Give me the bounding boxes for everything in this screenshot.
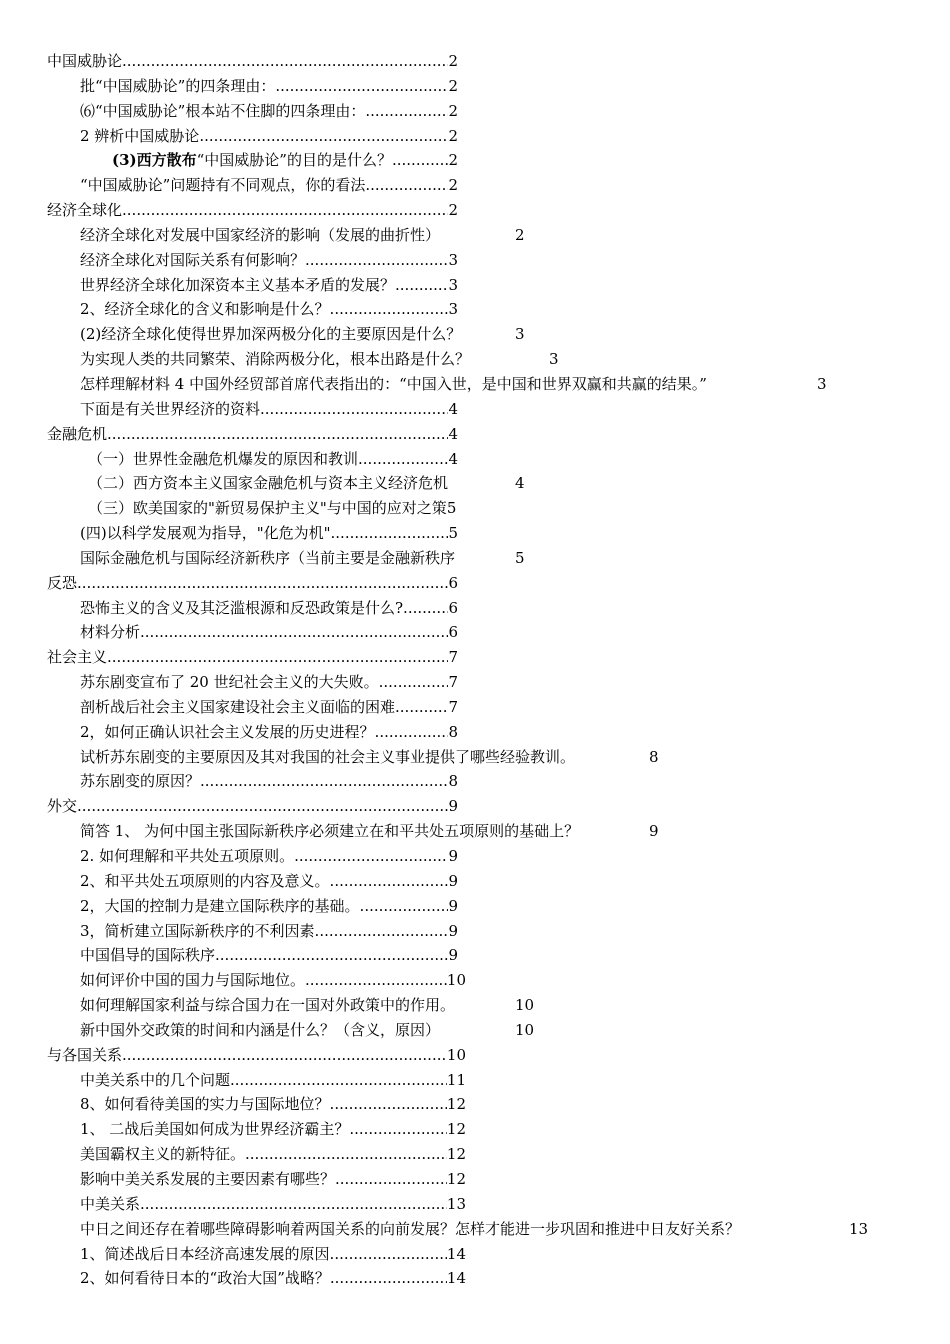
- toc-entry-title: 外交: [47, 797, 78, 816]
- toc-entry-page-number: 3: [817, 374, 827, 393]
- dot-leader: [200, 769, 448, 794]
- toc-entry[interactable]: [0, 546, 950, 571]
- dot-leader: [395, 273, 448, 298]
- dot-leader: [107, 645, 448, 670]
- dot-leader: [260, 397, 448, 422]
- toc-entry-line: [80, 894, 458, 919]
- toc-entry[interactable]: [0, 471, 950, 496]
- toc-entry-page-number: 6: [448, 623, 458, 642]
- toc-entry-line: [80, 1242, 466, 1267]
- toc-entry-line: [80, 968, 466, 993]
- dot-leader: [107, 422, 448, 447]
- dot-leader: [330, 869, 449, 894]
- toc-entry-page-number: 2: [448, 151, 458, 170]
- toc-entry[interactable]: [0, 993, 950, 1018]
- toc-entry-page-number: 9: [448, 921, 458, 940]
- toc-entry-line: [47, 422, 458, 447]
- toc-entry-title: 与各国关系: [47, 1045, 123, 1064]
- toc-entry-line: [80, 670, 458, 695]
- toc-entry-line: [80, 919, 458, 944]
- dot-leader: [122, 1043, 447, 1068]
- toc-entry-page-number: 7: [448, 648, 458, 667]
- toc-entry-page-number: 4: [448, 399, 458, 418]
- toc-entry-line: [47, 49, 458, 74]
- toc-entry-title: （一）世界性金融危机爆发的原因和教训: [88, 449, 359, 468]
- toc-entry-page-number: 9: [649, 822, 659, 841]
- toc-entry-title: 3，简析建立国际新秩序的不利因素: [80, 921, 315, 940]
- toc-entry[interactable]: [0, 223, 950, 248]
- dot-leader: [294, 844, 448, 869]
- toc-entry-line: [80, 844, 458, 869]
- toc-entry-page-number: 4: [448, 449, 458, 468]
- toc-entry[interactable]: [0, 1217, 950, 1242]
- toc-entry[interactable]: [0, 720, 950, 745]
- toc-entry[interactable]: [0, 571, 950, 596]
- toc-entry-page-number: 14: [446, 1244, 466, 1263]
- toc-entry-line: [47, 198, 458, 223]
- toc-entry[interactable]: [0, 496, 950, 521]
- toc-entry-page-number: 8: [649, 747, 659, 766]
- toc-entry-title: 2、和平共处五项原则的内容及意义。: [80, 871, 330, 890]
- toc-entry-title: 经济全球化对发展中国家经济的影响（发展的曲折性）: [80, 225, 441, 244]
- toc-entry-line: [80, 397, 458, 422]
- toc-entry-line: [112, 148, 458, 173]
- toc-entry-page-number: 7: [448, 673, 458, 692]
- toc-entry-page-number: 10: [446, 971, 466, 990]
- dot-leader: [330, 1242, 447, 1267]
- toc-entry-title: 2、如何看待日本的“政治大国”战略？: [80, 1269, 330, 1288]
- toc-entry-title: 恐怖主义的含义及其泛滥根源和反恐政策是什么?: [80, 598, 404, 617]
- toc-entry[interactable]: [0, 769, 950, 794]
- toc-entry[interactable]: [0, 521, 950, 546]
- toc-entry-title: 下面是有关世界经济的资料: [80, 399, 261, 418]
- toc-entry-page-number: 9: [448, 871, 458, 890]
- toc-entry[interactable]: [0, 422, 950, 447]
- toc-entry-line: [47, 794, 458, 819]
- toc-entry-line: [47, 571, 458, 596]
- toc-entry-title: 反恐: [47, 573, 78, 592]
- toc-entry[interactable]: [0, 695, 950, 720]
- toc-entry-title: （三）欧美国家的"新贸易保护主义"与中国的应对之策: [88, 499, 447, 518]
- toc-entry-title: (四)以科学发展观为指导，"化危为机": [80, 524, 331, 543]
- toc-entry-page-number: 3: [448, 250, 458, 269]
- dot-leader: [305, 248, 448, 273]
- dot-leader: [360, 894, 449, 919]
- toc-entry-line: [80, 1018, 440, 1043]
- toc-entry-title: 中国倡导的国际秩序: [80, 946, 216, 965]
- toc-entry-page-number: 2: [448, 176, 458, 195]
- toc-entry-line: [80, 993, 455, 1018]
- toc-entry-line: [80, 695, 458, 720]
- toc-entry-page-number: 2: [448, 76, 458, 95]
- toc-entry-title: 简答 1、 为何中国主张国际新秩序必须建立在和平共处五项原则的基础上？: [80, 822, 580, 841]
- toc-entry-title: 国际金融危机与国际经济新秩序（当前主要是金融新秩序: [80, 548, 456, 567]
- toc-entry[interactable]: [0, 148, 950, 173]
- toc-entry[interactable]: [0, 620, 950, 645]
- toc-entry-title: (3)西方散布“中国威胁论”的目的是什么？: [112, 151, 392, 170]
- toc-entry[interactable]: [0, 968, 950, 993]
- toc-entry-title: 世界经济全球化加深资本主义基本矛盾的发展？: [80, 275, 396, 294]
- toc-entry[interactable]: [0, 397, 950, 422]
- toc-entry-line: [80, 943, 458, 968]
- toc-entry-line: [88, 496, 456, 521]
- toc-entry-title: 金融危机: [47, 424, 108, 443]
- toc-entry[interactable]: [0, 99, 950, 124]
- toc-entry-title: 1、简述战后日本经济高速发展的原因: [80, 1244, 330, 1263]
- toc-entry[interactable]: [0, 1242, 950, 1267]
- toc-entry-page-number: 5: [446, 499, 457, 518]
- toc-entry-page-number: 12: [446, 1145, 466, 1164]
- toc-entry-line: [80, 74, 458, 99]
- toc-entry-page-number: 11: [446, 1070, 466, 1089]
- toc-entry-line: [80, 745, 575, 770]
- toc-entry[interactable]: [0, 596, 950, 621]
- toc-entry-title: 材料分析: [80, 623, 141, 642]
- toc-entry[interactable]: [0, 248, 950, 273]
- dot-leader: [365, 173, 448, 198]
- toc-entry-title: 苏东剧变的原因？: [80, 772, 201, 791]
- toc-entry[interactable]: [0, 1266, 950, 1291]
- toc-entry-page-number: 3: [448, 275, 458, 294]
- toc-entry-title: 2 辨析中国威胁论: [80, 126, 200, 145]
- toc-entry-title: 美国霸权主义的新特征。: [80, 1145, 246, 1164]
- toc-entry-line: [80, 322, 461, 347]
- toc-entry-line: [80, 1192, 466, 1217]
- dot-leader: [230, 1068, 447, 1093]
- toc-entry[interactable]: [0, 794, 950, 819]
- toc-entry-title: 苏东剧变宣布了 20 世纪社会主义的大失败。: [80, 673, 379, 692]
- toc-entry-title: (2)经济全球化使得世界加深两极分化的主要原因是什么？: [80, 325, 462, 344]
- toc-entry-line: [80, 720, 458, 745]
- table-of-contents: [0, 49, 950, 1291]
- toc-entry-line: [80, 297, 458, 322]
- toc-entry-line: [80, 819, 579, 844]
- toc-entry-page-number: 2: [448, 52, 458, 70]
- toc-entry-title: 经济全球化: [47, 201, 123, 220]
- toc-entry-page-number: 9: [448, 797, 458, 816]
- toc-entry[interactable]: [0, 1142, 950, 1167]
- toc-entry-title: 剖析战后社会主义国家建设社会主义面临的困难: [80, 697, 396, 716]
- toc-entry-line: [88, 471, 448, 496]
- toc-entry-page-number: 3: [515, 325, 525, 344]
- toc-entry-title: 如何评价中国的国力与国际地位。: [80, 971, 306, 990]
- dot-leader: [403, 596, 448, 621]
- toc-entry[interactable]: [0, 745, 950, 770]
- toc-entry[interactable]: [0, 297, 950, 322]
- toc-entry[interactable]: [0, 322, 950, 347]
- toc-entry-line: [80, 223, 440, 248]
- toc-entry-page-number: 5: [515, 548, 525, 567]
- toc-entry[interactable]: [0, 1167, 950, 1192]
- toc-entry[interactable]: [0, 1117, 950, 1142]
- toc-entry[interactable]: [0, 74, 950, 99]
- toc-entry[interactable]: [0, 645, 950, 670]
- dot-leader: [392, 148, 448, 173]
- toc-entry-title: 1、 二战后美国如何成为世界经济霸主？: [80, 1120, 350, 1139]
- dot-leader: [331, 521, 449, 546]
- toc-entry-page-number: 12: [446, 1095, 466, 1114]
- toc-entry[interactable]: [0, 49, 950, 74]
- toc-entry-title: 试析苏东剧变的主要原因及其对我国的社会主义事业提供了哪些经验教训。: [80, 747, 576, 766]
- dot-leader: [330, 1266, 447, 1291]
- toc-entry-page-number: 6: [448, 598, 458, 617]
- toc-entry-page-number: 5: [448, 524, 458, 543]
- toc-entry-line: [80, 273, 458, 298]
- toc-entry-line: [80, 248, 458, 273]
- toc-entry-page-number: 10: [446, 1045, 466, 1064]
- toc-entry[interactable]: [0, 670, 950, 695]
- toc-entry[interactable]: [0, 198, 950, 223]
- toc-entry-page-number: 9: [448, 847, 458, 865]
- toc-entry[interactable]: [0, 347, 950, 372]
- toc-entry-line: [80, 596, 458, 621]
- toc-entry-title: 为实现人类的共同繁荣、消除两极分化，根本出路是什么？: [80, 350, 471, 369]
- toc-entry[interactable]: [0, 869, 950, 894]
- toc-entry-line: [80, 1142, 466, 1167]
- dot-leader: [379, 670, 449, 695]
- toc-entry-line: [80, 620, 458, 645]
- toc-entry[interactable]: [0, 447, 950, 472]
- toc-entry-page-number: 2: [448, 101, 458, 120]
- dot-leader: [365, 99, 448, 124]
- toc-entry-line: [80, 1117, 466, 1142]
- toc-entry[interactable]: [0, 1092, 950, 1117]
- toc-entry-page-number: 13: [446, 1194, 466, 1213]
- toc-entry-line: [80, 869, 458, 894]
- dot-leader: [199, 124, 448, 149]
- toc-entry-title: 2，大国的控制力是建立国际秩序的基础。: [80, 896, 360, 915]
- dot-leader: [349, 1117, 447, 1142]
- toc-entry-title: 2，如何正确认识社会主义发展的历史进程？: [80, 722, 375, 741]
- toc-entry[interactable]: [0, 919, 950, 944]
- dot-leader: [275, 74, 448, 99]
- toc-entry-title: （二）西方资本主义国家金融危机与资本主义经济危机: [88, 474, 449, 493]
- toc-entry-title: 如何理解国家利益与综合国力在一国对外政策中的作用。: [80, 996, 456, 1015]
- dot-leader: [77, 571, 448, 596]
- toc-entry-line: [80, 1092, 466, 1117]
- toc-entry-title: 2. 如何理解和平共处五项原则。: [80, 847, 295, 865]
- dot-leader: [122, 49, 448, 74]
- toc-entry-title: 怎样理解材料 4 中国外经贸部首席代表指出的：“中国入世，是中国和世界双赢和共赢的结果。”: [80, 374, 707, 393]
- toc-entry-page-number: 13: [849, 1219, 869, 1238]
- dot-leader: [330, 297, 449, 322]
- toc-entry-page-number: 10: [515, 996, 535, 1015]
- toc-entry[interactable]: [0, 844, 950, 869]
- toc-entry[interactable]: [0, 943, 950, 968]
- toc-entry[interactable]: [0, 1192, 950, 1217]
- dot-leader: [77, 794, 448, 819]
- toc-entry-line: [80, 173, 458, 198]
- dot-leader: [358, 447, 448, 472]
- dot-leader: [375, 720, 449, 745]
- dot-leader: [245, 1142, 447, 1167]
- toc-entry-line: [80, 1167, 466, 1192]
- toc-entry-title: 中日之间还存在着哪些障碍影响着两国关系的向前发展？怎样才能进一步巩固和推进中日友好关系？: [80, 1219, 741, 1238]
- toc-entry-page-number: 2: [515, 225, 525, 244]
- toc-entry-title: “中国威胁论”问题持有不同观点，你的看法: [80, 176, 366, 195]
- toc-entry-page-number: 4: [448, 424, 458, 443]
- toc-entry[interactable]: [0, 173, 950, 198]
- toc-entry-page-number: 12: [446, 1120, 466, 1139]
- toc-entry-page-number: 9: [448, 896, 458, 915]
- toc-entry-page-number: 12: [446, 1169, 466, 1188]
- toc-entry-page-number: 3: [448, 300, 458, 319]
- toc-entry-title: 中美关系: [80, 1194, 141, 1213]
- toc-entry-line: [80, 1217, 740, 1242]
- dot-leader: [140, 1192, 447, 1217]
- toc-entry-page-number: 10: [515, 1020, 535, 1039]
- toc-entry-title: 中国威胁论: [47, 52, 123, 70]
- toc-entry-line: [80, 124, 458, 149]
- toc-entry-title: 经济全球化对国际关系有何影响？: [80, 250, 306, 269]
- toc-entry-page-number: 14: [446, 1269, 466, 1288]
- toc-entry-line: [80, 769, 458, 794]
- toc-entry-line: [80, 546, 455, 571]
- dot-leader: [140, 620, 448, 645]
- toc-entry[interactable]: [0, 819, 950, 844]
- toc-entry-page-number: 2: [448, 126, 458, 145]
- toc-entry-page-number: 3: [549, 350, 559, 369]
- toc-entry-line: [80, 347, 470, 372]
- dot-leader: [122, 198, 448, 223]
- toc-entry-title: 影响中美关系发展的主要因素有哪些？: [80, 1169, 336, 1188]
- toc-entry-page-number: 8: [448, 772, 458, 791]
- toc-entry-line: [80, 99, 458, 124]
- toc-entry-line: [80, 521, 458, 546]
- toc-entry-line: [47, 645, 458, 670]
- toc-entry-line: [88, 447, 458, 472]
- toc-entry-page-number: 9: [448, 946, 458, 965]
- dot-leader: [215, 943, 448, 968]
- toc-entry[interactable]: [0, 1068, 950, 1093]
- toc-entry-line: [80, 1068, 466, 1093]
- toc-entry-page-number: 7: [448, 697, 458, 716]
- toc-entry-page-number: 2: [448, 201, 458, 220]
- toc-entry-title: 新中国外交政策的时间和内涵是什么？（含义，原因）: [80, 1020, 441, 1039]
- toc-entry-line: [80, 1266, 466, 1291]
- toc-entry-page-number: 6: [448, 573, 458, 592]
- toc-entry-page-number: 4: [515, 474, 525, 493]
- dot-leader: [305, 968, 447, 993]
- toc-entry[interactable]: [0, 124, 950, 149]
- dot-leader: [395, 695, 448, 720]
- dot-leader: [315, 919, 449, 944]
- toc-entry-title: 2、经济全球化的含义和影响是什么？: [80, 300, 330, 319]
- dot-leader: [335, 1167, 447, 1192]
- toc-entry[interactable]: [0, 894, 950, 919]
- toc-entry-title: 社会主义: [47, 648, 108, 667]
- toc-entry[interactable]: [0, 1018, 950, 1043]
- toc-entry-line: [80, 372, 707, 397]
- dot-leader: [330, 1092, 447, 1117]
- toc-entry-title: 批“中国威胁论”的四条理由：: [80, 76, 276, 95]
- toc-entry-page-number: 8: [448, 722, 458, 741]
- toc-entry[interactable]: [0, 273, 950, 298]
- toc-entry[interactable]: [0, 1043, 950, 1068]
- toc-entry-title: ⑹“中国威胁论”根本站不住脚的四条理由：: [80, 101, 366, 120]
- toc-entry-line: [47, 1043, 466, 1068]
- toc-entry-title: 8、如何看待美国的实力与国际地位？: [80, 1095, 330, 1114]
- toc-entry[interactable]: [0, 372, 950, 397]
- toc-entry-title: 中美关系中的几个问题: [80, 1070, 231, 1089]
